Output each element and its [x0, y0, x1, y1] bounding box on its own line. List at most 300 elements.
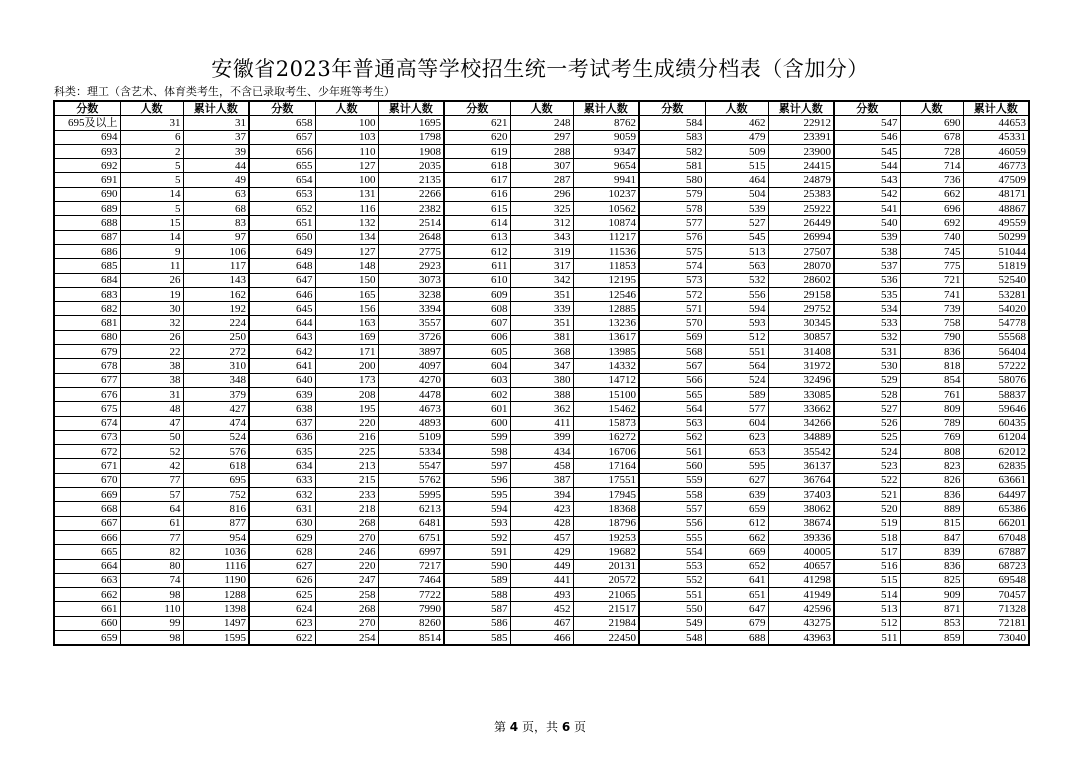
- cumulative-cell: 5762: [378, 473, 444, 487]
- cumulative-cell: 63: [183, 187, 249, 201]
- score-cell: 605: [444, 345, 510, 359]
- score-cell: 587: [444, 602, 510, 616]
- cumulative-cell: 21984: [573, 616, 639, 630]
- cumulative-cell: 2648: [378, 230, 444, 244]
- count-header: 人数: [510, 101, 573, 116]
- score-cell: 528: [834, 387, 900, 401]
- cumulative-cell: 34889: [768, 430, 834, 444]
- score-cell: 535: [834, 287, 900, 301]
- cumulative-cell: 9347: [573, 144, 639, 158]
- count-cell: 254: [315, 630, 378, 645]
- count-cell: 871: [900, 602, 963, 616]
- count-cell: 380: [510, 373, 573, 387]
- score-cell: 669: [54, 488, 120, 502]
- cumulative-cell: 55568: [963, 330, 1029, 344]
- score-cell: 512: [834, 616, 900, 630]
- score-cell: 683: [54, 287, 120, 301]
- score-cell: 619: [444, 144, 510, 158]
- score-cell: 663: [54, 573, 120, 587]
- count-cell: 647: [705, 602, 768, 616]
- cumulative-cell: 310: [183, 359, 249, 373]
- score-cell: 658: [249, 116, 315, 130]
- table-row: [54, 130, 1029, 144]
- score-cell: 598: [444, 445, 510, 459]
- cumulative-cell: 2035: [378, 159, 444, 173]
- count-cell: 641: [705, 573, 768, 587]
- cumulative-cell: 48171: [963, 187, 1029, 201]
- score-cell: 592: [444, 530, 510, 544]
- score-cell: 695及以上: [54, 116, 120, 130]
- count-cell: 678: [900, 130, 963, 144]
- score-cell: 668: [54, 502, 120, 516]
- score-cell: 546: [834, 130, 900, 144]
- cumulative-cell: 62012: [963, 445, 1029, 459]
- score-cell: 588: [444, 588, 510, 602]
- score-cell: 530: [834, 359, 900, 373]
- score-cell: 582: [639, 144, 705, 158]
- cumulative-cell: 58837: [963, 387, 1029, 401]
- cumulative-cell: 24415: [768, 159, 834, 173]
- cumulative-cell: 59646: [963, 402, 1029, 416]
- cumulative-cell: 19253: [573, 530, 639, 544]
- score-cell: 554: [639, 545, 705, 559]
- cumulative-cell: 348: [183, 373, 249, 387]
- score-cell: 611: [444, 259, 510, 273]
- count-cell: 563: [705, 259, 768, 273]
- footer-prefix: 第: [493, 720, 506, 734]
- score-cell: 667: [54, 516, 120, 530]
- score-cell: 676: [54, 387, 120, 401]
- cumulative-cell: 33662: [768, 402, 834, 416]
- score-cell: 567: [639, 359, 705, 373]
- count-cell: 775: [900, 259, 963, 273]
- cumulative-cell: 39336: [768, 530, 834, 544]
- count-cell: 653: [705, 445, 768, 459]
- cumulative-cell: 34266: [768, 416, 834, 430]
- score-cell: 675: [54, 402, 120, 416]
- count-cell: 789: [900, 416, 963, 430]
- score-cell: 579: [639, 187, 705, 201]
- score-cell: 590: [444, 559, 510, 573]
- cumulative-cell: 31: [183, 116, 249, 130]
- count-cell: 268: [315, 602, 378, 616]
- cumulative-cell: 46773: [963, 159, 1029, 173]
- score-header: 分数: [444, 101, 510, 116]
- score-cell: 677: [54, 373, 120, 387]
- cumulative-cell: 13985: [573, 345, 639, 359]
- cumulative-cell: 5109: [378, 430, 444, 444]
- count-cell: 556: [705, 287, 768, 301]
- count-cell: 82: [120, 545, 183, 559]
- score-header: 分数: [54, 101, 120, 116]
- count-cell: 116: [315, 202, 378, 216]
- score-cell: 591: [444, 545, 510, 559]
- count-cell: 31: [120, 116, 183, 130]
- count-cell: 429: [510, 545, 573, 559]
- count-cell: 220: [315, 416, 378, 430]
- cumulative-cell: 49: [183, 173, 249, 187]
- count-cell: 423: [510, 502, 573, 516]
- table-row: [54, 359, 1029, 373]
- count-cell: 213: [315, 459, 378, 473]
- cumulative-cell: 25383: [768, 187, 834, 201]
- score-cell: 679: [54, 345, 120, 359]
- score-cell: 569: [639, 330, 705, 344]
- score-cell: 614: [444, 216, 510, 230]
- cumulative-cell: 31972: [768, 359, 834, 373]
- count-cell: 818: [900, 359, 963, 373]
- score-cell: 571: [639, 302, 705, 316]
- count-cell: 594: [705, 302, 768, 316]
- cumulative-cell: 7990: [378, 602, 444, 616]
- table-row: [54, 244, 1029, 258]
- score-cell: 632: [249, 488, 315, 502]
- cumulative-cell: 2266: [378, 187, 444, 201]
- total-pages-number: 6: [561, 720, 571, 734]
- cumulative-cell: 3238: [378, 287, 444, 301]
- count-cell: 110: [120, 602, 183, 616]
- score-cell: 525: [834, 430, 900, 444]
- cumulative-cell: 83: [183, 216, 249, 230]
- cumulative-cell: 61204: [963, 430, 1029, 444]
- score-cell: 670: [54, 473, 120, 487]
- count-cell: 57: [120, 488, 183, 502]
- count-cell: 132: [315, 216, 378, 230]
- cumulative-cell: 72181: [963, 616, 1029, 630]
- cumulative-header: 累计人数: [963, 101, 1029, 116]
- cumulative-cell: 2923: [378, 259, 444, 273]
- score-cell: 564: [639, 402, 705, 416]
- score-cell: 581: [639, 159, 705, 173]
- cumulative-cell: 47509: [963, 173, 1029, 187]
- current-page-number: 4: [509, 720, 519, 734]
- cumulative-cell: 8762: [573, 116, 639, 130]
- cumulative-cell: 67048: [963, 530, 1029, 544]
- cumulative-cell: 30857: [768, 330, 834, 344]
- count-cell: 50: [120, 430, 183, 444]
- score-cell: 643: [249, 330, 315, 344]
- cumulative-cell: 1288: [183, 588, 249, 602]
- table-row: [54, 530, 1029, 544]
- cumulative-cell: 250: [183, 330, 249, 344]
- count-cell: 98: [120, 588, 183, 602]
- count-cell: 14: [120, 187, 183, 201]
- count-cell: 452: [510, 602, 573, 616]
- cumulative-cell: 3394: [378, 302, 444, 316]
- count-cell: 825: [900, 573, 963, 587]
- cumulative-cell: 23900: [768, 144, 834, 158]
- page-title: 安徽省2023年普通高等学校招生统一考试考生成绩分档表（含加分）: [211, 57, 869, 81]
- count-cell: 38: [120, 359, 183, 373]
- table-row: [54, 173, 1029, 187]
- cumulative-cell: 44: [183, 159, 249, 173]
- table-row: [54, 445, 1029, 459]
- score-cell: 544: [834, 159, 900, 173]
- cumulative-cell: 56404: [963, 345, 1029, 359]
- table-row: [54, 573, 1029, 587]
- count-cell: 156: [315, 302, 378, 316]
- score-cell: 572: [639, 287, 705, 301]
- count-cell: 741: [900, 287, 963, 301]
- count-cell: 220: [315, 559, 378, 573]
- score-cell: 574: [639, 259, 705, 273]
- count-cell: 604: [705, 416, 768, 430]
- table-row: [54, 345, 1029, 359]
- table-row: [54, 630, 1029, 645]
- table-row: [54, 373, 1029, 387]
- count-cell: 551: [705, 345, 768, 359]
- count-cell: 836: [900, 345, 963, 359]
- score-cell: 621: [444, 116, 510, 130]
- score-cell: 684: [54, 273, 120, 287]
- score-cell: 625: [249, 588, 315, 602]
- cumulative-cell: 576: [183, 445, 249, 459]
- score-cell: 634: [249, 459, 315, 473]
- count-cell: 859: [900, 630, 963, 645]
- cumulative-cell: 21517: [573, 602, 639, 616]
- count-cell: 515: [705, 159, 768, 173]
- cumulative-cell: 1908: [378, 144, 444, 158]
- cumulative-header: 累计人数: [768, 101, 834, 116]
- score-cell: 603: [444, 373, 510, 387]
- score-cell: 638: [249, 402, 315, 416]
- table-row: [54, 187, 1029, 201]
- cumulative-cell: 41949: [768, 588, 834, 602]
- cumulative-cell: 30345: [768, 316, 834, 330]
- cumulative-cell: 2135: [378, 173, 444, 187]
- cumulative-cell: 37403: [768, 488, 834, 502]
- cumulative-cell: 7464: [378, 573, 444, 587]
- count-cell: 100: [315, 116, 378, 130]
- score-cell: 556: [639, 516, 705, 530]
- count-cell: 325: [510, 202, 573, 216]
- cumulative-cell: 8260: [378, 616, 444, 630]
- count-cell: 248: [510, 116, 573, 130]
- cumulative-cell: 50299: [963, 230, 1029, 244]
- cumulative-cell: 16272: [573, 430, 639, 444]
- cumulative-cell: 73040: [963, 630, 1029, 645]
- count-cell: 319: [510, 244, 573, 258]
- score-cell: 557: [639, 502, 705, 516]
- score-cell: 573: [639, 273, 705, 287]
- score-cell: 644: [249, 316, 315, 330]
- score-cell: 653: [249, 187, 315, 201]
- count-header: 人数: [705, 101, 768, 116]
- count-cell: 462: [705, 116, 768, 130]
- count-cell: 110: [315, 144, 378, 158]
- count-cell: 826: [900, 473, 963, 487]
- cumulative-cell: 17945: [573, 488, 639, 502]
- cumulative-cell: 71328: [963, 602, 1029, 616]
- score-cell: 600: [444, 416, 510, 430]
- score-cell: 586: [444, 616, 510, 630]
- table-row: [54, 545, 1029, 559]
- count-cell: 449: [510, 559, 573, 573]
- count-cell: 493: [510, 588, 573, 602]
- score-cell: 692: [54, 159, 120, 173]
- count-cell: 312: [510, 216, 573, 230]
- score-cell: 538: [834, 244, 900, 258]
- count-cell: 381: [510, 330, 573, 344]
- count-cell: 42: [120, 459, 183, 473]
- count-cell: 5: [120, 159, 183, 173]
- count-cell: 99: [120, 616, 183, 630]
- count-cell: 351: [510, 287, 573, 301]
- count-cell: 351: [510, 316, 573, 330]
- cumulative-cell: 48867: [963, 202, 1029, 216]
- cumulative-cell: 43963: [768, 630, 834, 645]
- count-cell: 513: [705, 244, 768, 258]
- score-cell: 545: [834, 144, 900, 158]
- cumulative-cell: 9654: [573, 159, 639, 173]
- count-cell: 80: [120, 559, 183, 573]
- cumulative-cell: 14712: [573, 373, 639, 387]
- score-cell: 558: [639, 488, 705, 502]
- cumulative-cell: 10562: [573, 202, 639, 216]
- score-cell: 633: [249, 473, 315, 487]
- cumulative-cell: 51044: [963, 244, 1029, 258]
- count-cell: 173: [315, 373, 378, 387]
- score-cell: 664: [54, 559, 120, 573]
- count-cell: 11: [120, 259, 183, 273]
- table-row: [54, 330, 1029, 344]
- score-cell: 521: [834, 488, 900, 502]
- cumulative-cell: 6751: [378, 530, 444, 544]
- count-cell: 627: [705, 473, 768, 487]
- score-cell: 646: [249, 287, 315, 301]
- cumulative-cell: 33085: [768, 387, 834, 401]
- score-cell: 680: [54, 330, 120, 344]
- cumulative-cell: 38674: [768, 516, 834, 530]
- cumulative-cell: 1190: [183, 573, 249, 587]
- count-cell: 347: [510, 359, 573, 373]
- count-cell: 270: [315, 530, 378, 544]
- cumulative-cell: 10237: [573, 187, 639, 201]
- cumulative-cell: 192: [183, 302, 249, 316]
- cumulative-cell: 4270: [378, 373, 444, 387]
- score-cell: 516: [834, 559, 900, 573]
- cumulative-header: 累计人数: [378, 101, 444, 116]
- count-cell: 854: [900, 373, 963, 387]
- score-cell: 517: [834, 545, 900, 559]
- cumulative-header: 累计人数: [183, 101, 249, 116]
- score-cell: 617: [444, 173, 510, 187]
- count-cell: 247: [315, 573, 378, 587]
- score-cell: 560: [639, 459, 705, 473]
- table-row: [54, 116, 1029, 130]
- cumulative-cell: 45331: [963, 130, 1029, 144]
- count-cell: 30: [120, 302, 183, 316]
- cumulative-cell: 7217: [378, 559, 444, 573]
- cumulative-cell: 35542: [768, 445, 834, 459]
- score-cell: 515: [834, 573, 900, 587]
- count-cell: 258: [315, 588, 378, 602]
- count-cell: 14: [120, 230, 183, 244]
- cumulative-cell: 46059: [963, 144, 1029, 158]
- count-cell: 836: [900, 488, 963, 502]
- score-cell: 575: [639, 244, 705, 258]
- cumulative-cell: 25922: [768, 202, 834, 216]
- table-header-row: [54, 101, 1029, 116]
- score-cell: 666: [54, 530, 120, 544]
- cumulative-cell: 14332: [573, 359, 639, 373]
- count-cell: 218: [315, 502, 378, 516]
- count-cell: 652: [705, 559, 768, 573]
- cumulative-cell: 97: [183, 230, 249, 244]
- cumulative-cell: 3557: [378, 316, 444, 330]
- score-cell: 547: [834, 116, 900, 130]
- score-cell: 678: [54, 359, 120, 373]
- score-cell: 652: [249, 202, 315, 216]
- cumulative-cell: 4478: [378, 387, 444, 401]
- cumulative-cell: 31408: [768, 345, 834, 359]
- page-footer: [0, 718, 1080, 735]
- count-cell: 208: [315, 387, 378, 401]
- count-cell: 690: [900, 116, 963, 130]
- cumulative-cell: 15873: [573, 416, 639, 430]
- count-cell: 388: [510, 387, 573, 401]
- cumulative-cell: 15462: [573, 402, 639, 416]
- score-cell: 522: [834, 473, 900, 487]
- cumulative-cell: 26449: [768, 216, 834, 230]
- count-cell: 38: [120, 373, 183, 387]
- score-cell: 583: [639, 130, 705, 144]
- count-cell: 464: [705, 173, 768, 187]
- score-cell: 656: [249, 144, 315, 158]
- cumulative-cell: 524: [183, 430, 249, 444]
- cumulative-cell: 27507: [768, 244, 834, 258]
- count-cell: 148: [315, 259, 378, 273]
- count-cell: 47: [120, 416, 183, 430]
- cumulative-cell: 474: [183, 416, 249, 430]
- count-cell: 32: [120, 316, 183, 330]
- score-cell: 537: [834, 259, 900, 273]
- score-cell: 620: [444, 130, 510, 144]
- cumulative-cell: 38062: [768, 502, 834, 516]
- table-row: [54, 259, 1029, 273]
- count-cell: 216: [315, 430, 378, 444]
- count-cell: 524: [705, 373, 768, 387]
- score-cell: 594: [444, 502, 510, 516]
- count-cell: 171: [315, 345, 378, 359]
- count-cell: 564: [705, 359, 768, 373]
- score-cell: 566: [639, 373, 705, 387]
- count-cell: 853: [900, 616, 963, 630]
- cumulative-cell: 65386: [963, 502, 1029, 516]
- score-cell: 688: [54, 216, 120, 230]
- count-cell: 169: [315, 330, 378, 344]
- score-cell: 607: [444, 316, 510, 330]
- cumulative-cell: 3073: [378, 273, 444, 287]
- count-cell: 612: [705, 516, 768, 530]
- count-cell: 6: [120, 130, 183, 144]
- score-cell: 662: [54, 588, 120, 602]
- table-row: [54, 387, 1029, 401]
- count-cell: 739: [900, 302, 963, 316]
- score-cell: 641: [249, 359, 315, 373]
- cumulative-cell: 68: [183, 202, 249, 216]
- cumulative-cell: 117: [183, 259, 249, 273]
- score-cell: 597: [444, 459, 510, 473]
- score-cell: 623: [249, 616, 315, 630]
- score-cell: 536: [834, 273, 900, 287]
- score-cell: 529: [834, 373, 900, 387]
- cumulative-cell: 54778: [963, 316, 1029, 330]
- cumulative-cell: 15100: [573, 387, 639, 401]
- count-cell: 595: [705, 459, 768, 473]
- cumulative-cell: 17551: [573, 473, 639, 487]
- score-cell: 624: [249, 602, 315, 616]
